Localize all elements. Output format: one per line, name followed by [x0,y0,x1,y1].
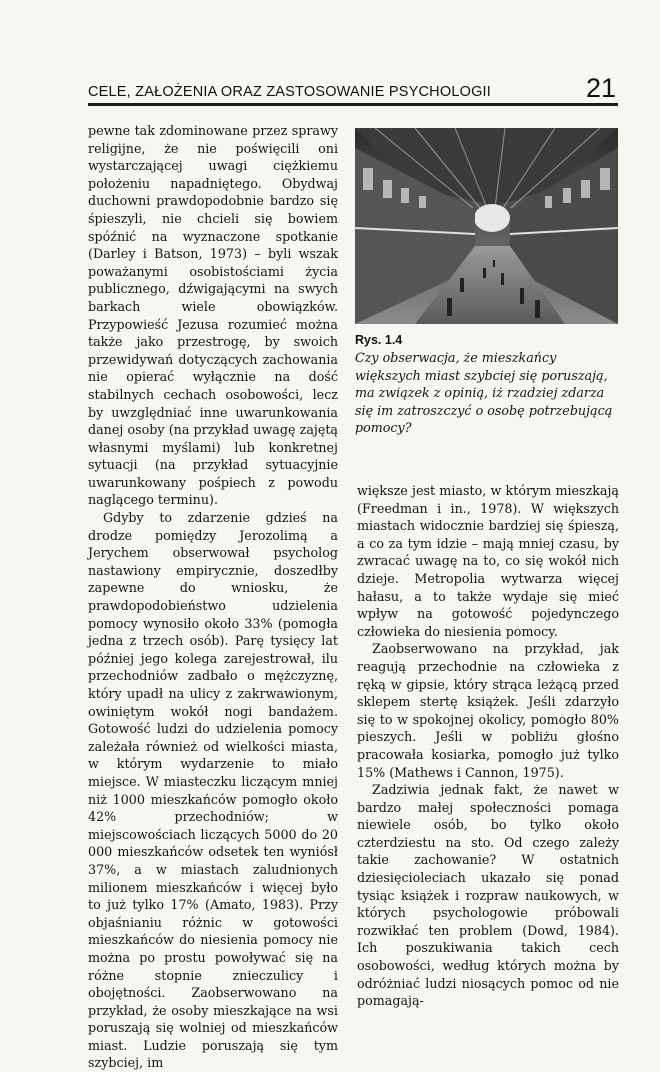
running-header [88,72,618,106]
station-hall-image [355,128,618,324]
page-number: 21 [585,73,616,103]
right-text-column [357,482,619,1010]
figure-label: Rys. 1.4 [355,333,403,347]
body-paragraph: Zadziwia jednak fakt, że nawet w bardzo małej społeczności pomaga niewiele osób, bo tylko około czterdziestu na sto. Od czego zależy takie zachowanie? W ostatnich dziesięcioleciach ukazało się ponad tysiąc książek i rozpraw naukowych, w których psychologowie próbowali rozwikłać ten problem (Dowd, 1984). Ich poszukiwania takich cech osobowości, według których można by odróżniać ludzi niosących pomoc od nie pomagają- [357,782,619,1009]
body-paragraph: pewne tak zdominowane przez sprawy religijne, że nie poświęcili oni wystarczającej uwagi ciężkiemu położeniu napadniętego. Obydwaj duchowni prawdopodobnie bardzo się śpieszyli, nie chcieli się bowiem spóźnić na wyznaczone spotkanie (Darley i Batson, 1973) – byli wszak poważanymi osobistościami życia publicznego, dźwigającymi na swych barkach wiele obowiązków. Przypowieść Jezusa rozumieć można także jako przestrogę, by swoich przewidywań dotyczących zachowania nie opierać wyłącznie na dość stabilnych cechach osobowości, lecz by uwzględniać inne uwarunkowania danej osoby (na przykład uwagę zajętą własnymi myślami) lub konkretnej sytuacji (na przykład sytuacyjnie uwarunkowany pośpiech z powodu naglącego terminu). [88,123,338,508]
figure-caption [355,332,619,436]
left-text-column [88,122,338,1072]
body-paragraph: większe jest miasto, w którym mieszkają (Freedman i in., 1978). W większych miastach widocznie bardziej się śpieszą, a co za tym idzie – mają mniej czasu, by zwracać uwagę na to, co się wokół nich dzieje. Metropolia wytwarza więcej hałasu, a to także wydaje się mieć wpływ na gotowość pojedynczego człowieka do niesienia pomocy. [357,483,619,639]
figure-caption-text: Czy obserwacja, że mieszkańcy większych miast szybciej się poruszają, ma związek z opinią, iż rzadziej zdarza się im zatroszczyć o osobę potrzebującą pomocy? [355,350,613,436]
body-paragraph: Zaobserwowano na przykład, jak reagują przechodnie na człowieka z ręką w gipsie, który strąca leżącą przed sklepem stertę książek. Jeśli zdarzyło się to w spokojnej okolicy, pomogło 80% pieszych. Jeśli w pobliżu głośno pracowała kosiarka, pomogło już tylko 15% (Mathews i Cannon, 1975). [357,641,619,780]
body-paragraph: Gdyby to zdarzenie gdzieś na drodze pomiędzy Jerozolimą a Jerychem obserwował psycholog nastawiony empirycznie, doszedłby zapewne do wniosku, że prawdopodobieństwo udzielenia pomocy wynosiło około 33% (pomogła jedna z trzech osób). Parę tysięcy lat później jego kolega zarejestrował, ilu przechodniów zadbało o mężczyznę, który upadł na ulicy z zakrwawionym, owiniętym wokół nogi bandażem. Gotowość ludzi do udzielenia pomocy zależała również od wielkości miasta, w którym wydarzenie to miało miejsce. W miasteczku liczącym mniej niż 1000 mieszkańców pomogło około 42% przechodniów; w miejscowościach liczących 5000 do 20 000 mieszkańców odsetek ten wyniósł 37%, a w miastach zaludnionych milionem mieszkańców i więcej było to już tylko 17% (Amato, 1983). Przy objaśnianiu różnic w gotowości mieszkańców do niesienia pomocy nie można po prostu powoływać się na różne stopnie znieczulicy i obojętności. Zaobserwowano na przykład, że osoby mieszkające na wsi poruszają się wolniej od mieszkańców miast. Ludzie poruszają się tym szybciej, im [88,510,338,1071]
train-station-photo [355,128,618,324]
header-rule [88,103,618,106]
chapter-title: CELE, ZAŁOŻENIA ORAZ ZASTOSOWANIE PSYCHOLOGII [88,84,491,100]
